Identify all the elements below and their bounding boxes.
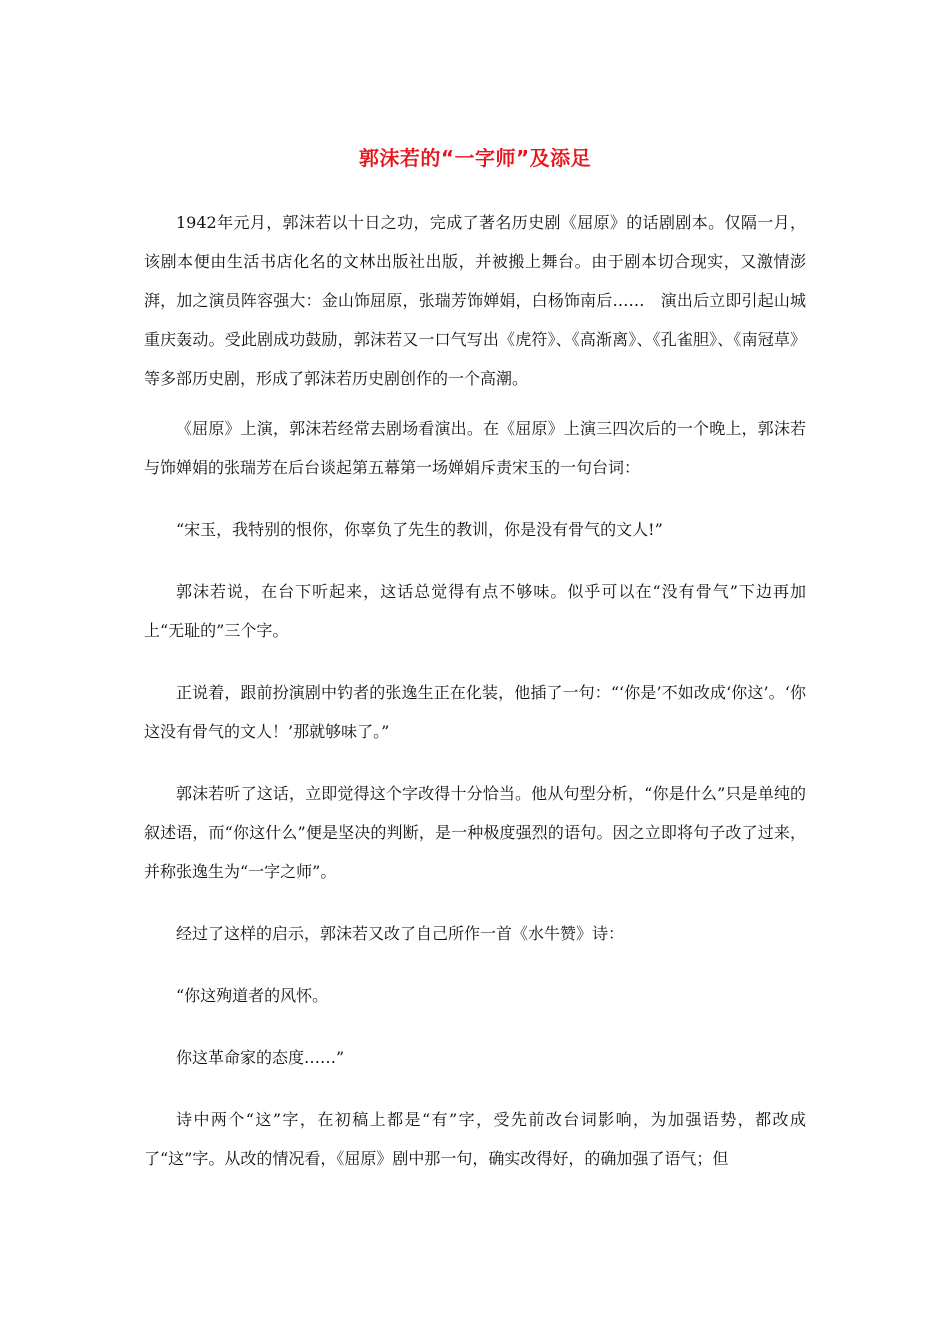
paragraph-2: 《屈原》上演，郭沫若经常去剧场看演出。在《屈原》上演三四次后的一个晚上，郭沫若与饰婵娟的张瑞芳在后台谈起第五幕第一场婵娟斥责宋玉的一句台词： bbox=[144, 419, 806, 477]
paragraph-1: 1942年元月，郭沫若以十日之功，完成了著名历史剧《屈原》的话剧剧本。仅隔一月，该剧本便由生活书店化名的文林出版社出版，并被搬上舞台。由于剧本切合现实，又激情澎湃，加之演员阵容强大：金山饰屈原，张瑞芳饰婵娟，白杨饰南后…… 演出后立即引起山城重庆轰动。受此剧成功鼓励，郭沫若又一口气写出《虎符》、《高渐离》、《孔雀胆》、《南冠草》等多部历史剧，形成了郭沫若历史剧创作的一个高潮。 bbox=[144, 213, 806, 388]
paragraph-6: 郭沫若听了这话，立即觉得这个字改得十分恰当。他从句型分析，“你是什么”只是单纯的叙述语，而“你这什么”便是坚决的判断，是一种极度强烈的语句。因之立即将句子改了过来，并称张逸生为“一字之师”。 bbox=[144, 784, 806, 881]
document-title: 郭沫若的“一字师”及添足 bbox=[358, 146, 592, 170]
paragraph-3: “宋玉，我特别的恨你，你辜负了先生的教训，你是没有骨气的文人!” bbox=[176, 520, 663, 539]
paragraph-9: 你这革命家的态度……” bbox=[176, 1048, 345, 1067]
paragraph-5: 正说着，跟前扮演剧中钓者的张逸生正在化装，他插了一句：“‘你是’不如改成‘你这’。‘你这没有骨气的文人！’那就够味了。” bbox=[144, 683, 806, 741]
paragraph-10: 诗中两个“这”字，在初稿上都是“有”字，受先前改台词影响，为加强语势，都改成了“这”字。从改的情况看，《屈原》剧中那一句，确实改得好，的确加强了语气；但 bbox=[144, 1110, 806, 1168]
document-body bbox=[144, 203, 806, 1178]
paragraph-8: “你这殉道者的风怀。 bbox=[176, 986, 329, 1005]
paragraph-7: 经过了这样的启示，郭沫若又改了自己所作一首《水牛赞》诗： bbox=[176, 924, 625, 943]
paragraph-4: 郭沫若说，在台下听起来，这话总觉得有点不够味。似乎可以在“没有骨气”下边再加上“无耻的”三个字。 bbox=[144, 582, 806, 640]
